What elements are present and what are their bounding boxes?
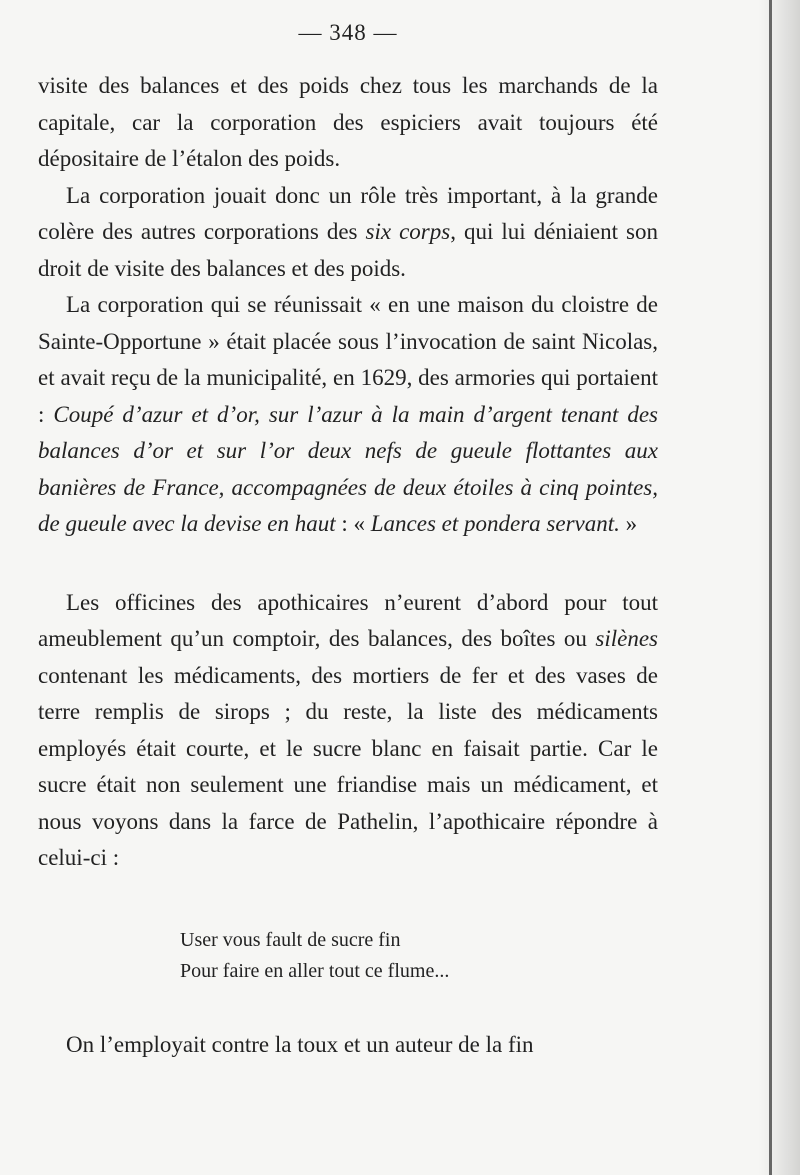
paragraph-armories-text-2: : «	[335, 511, 371, 536]
paragraph-armories-italic-motto: Lances et pondera servant.	[370, 511, 620, 536]
verse-line: User vous fault de sucre fin	[180, 928, 401, 951]
scan-edge-shadow	[758, 0, 800, 1175]
paragraph-intro-text: visite des balances et des poids chez tous les marchands de la capitale, car la corporation des espiciers avait toujours été dépositaire de l’étalon des poids.	[38, 73, 658, 171]
paragraph-armories-text-3: »	[619, 511, 638, 536]
book-page	[38, 0, 658, 1063]
paragraph-apothecaries	[38, 585, 658, 877]
binding-edge-line	[769, 0, 772, 1175]
paragraph-armories	[38, 287, 658, 543]
paragraph-corporation-role	[38, 178, 658, 288]
paragraph-corporation-role-italic: six corps	[365, 219, 451, 244]
paragraph-final-line: On l’employait contre la toux et un auteur de la fin	[66, 1031, 534, 1057]
paragraph-apothecaries-italic: silènes	[595, 626, 658, 651]
page-number: — 348 —	[298, 20, 398, 45]
paragraph-corporation-role-text-1: La corporation jouait donc un rôle très important, à la grande colère des autres corporations des	[38, 182, 658, 244]
verse-quote	[180, 925, 658, 987]
paragraph-armories-italic-blazon: Coupé d’azur et d’or, sur l’azur à la main d’argent tenant des balances d’or et sur l’or deux nefs de gueule flottantes aux banières de France, accompagnées de deux étoiles à cinq pointes, de gueule avec la devise en haut	[38, 401, 659, 536]
verse-line: Pour faire en aller tout ce flume...	[180, 959, 450, 982]
paragraph-apothecaries-text-2: contenant les médicaments, des mortiers de fer et des vases de terre remplis de sirops ; du reste, la liste des médicaments employés était courte, et le sucre blanc en faisait partie. Car le sucre était non seulement une friandise mais un médicament, et nous voyons dans la farce de Pathelin, l’apothicaire répondre à celui-ci :	[38, 662, 658, 870]
paragraph-corporation-role-text-2: , qui lui déniaient son droit de visite des balances et des poids.	[38, 219, 658, 281]
paragraph-intro	[38, 68, 658, 178]
paragraph-apothecaries-text-1: Les officines des apothicaires n’eurent d’abord pour tout ameublement qu’un comptoir, des balances, des boîtes ou	[38, 589, 658, 651]
paragraph-armories-text-1: La corporation qui se réunissait « en une maison du cloistre de Sainte-Opportune » était placée sous l’invocation de saint Nicolas, et avait reçu de la municipalité, en 1629, des armories qui portaient :	[38, 292, 658, 427]
